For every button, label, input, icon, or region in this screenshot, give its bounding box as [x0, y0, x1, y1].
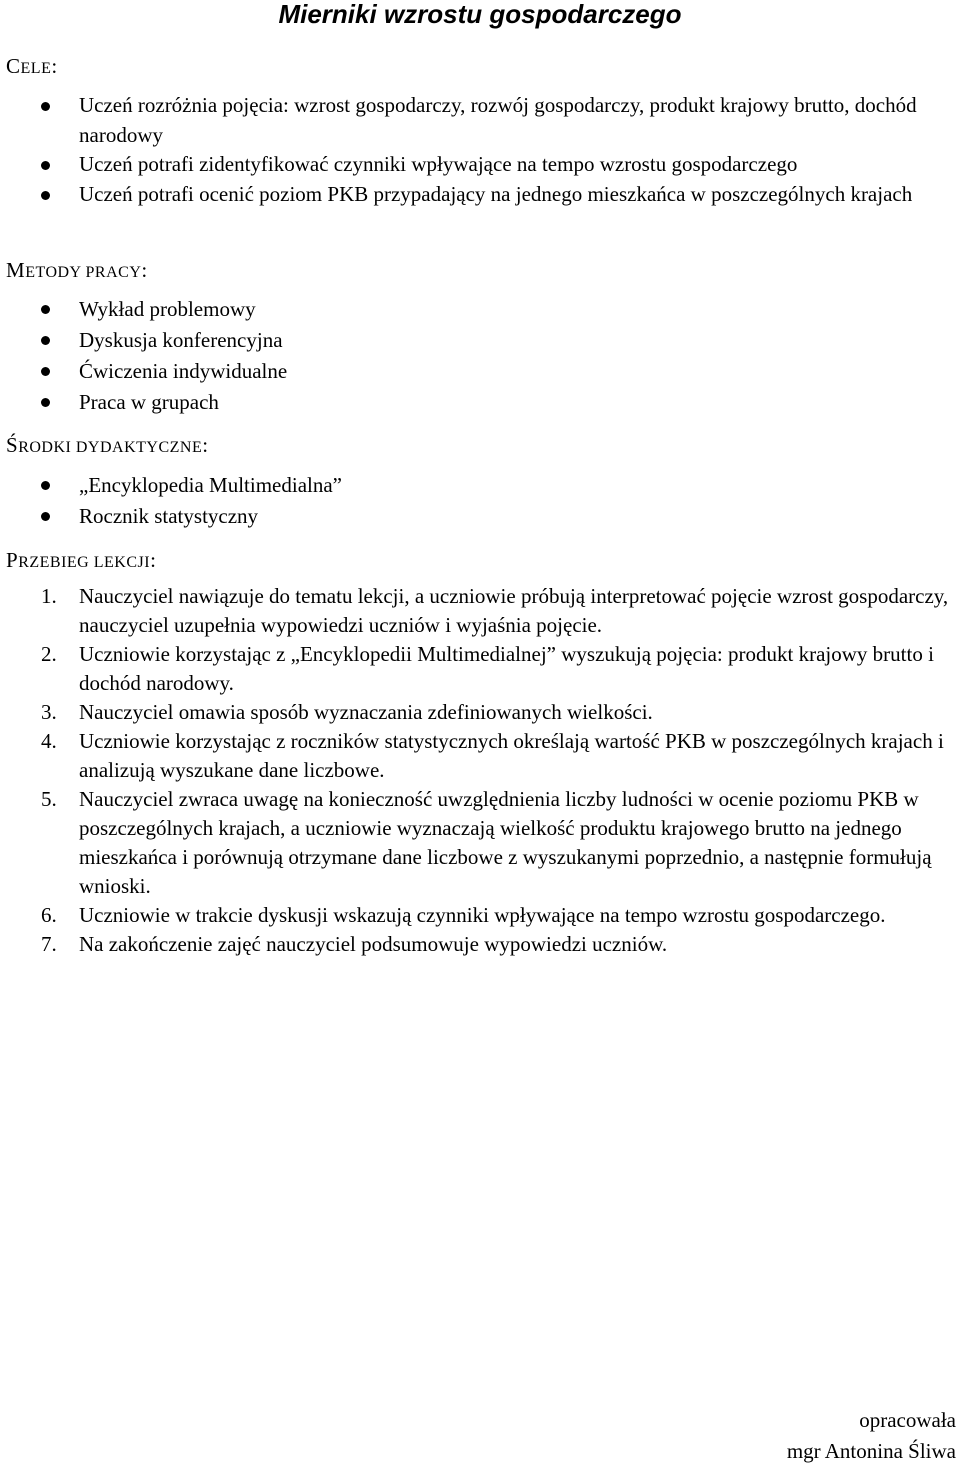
goals-heading-rest: ELE	[20, 60, 52, 77]
goals-heading-initial: C	[6, 54, 21, 78]
materials-heading	[6, 431, 209, 462]
step-text: Nauczyciel nawiązuje do tematu lekcji, a uczniowie próbują interpretować pojęcie wzrost gospodarczy, nauczyciel uzupełnia wypowiedzi uczniów i wyjaśnia pojęcie.	[79, 584, 949, 637]
lesson-heading-rest: RZEBIEG LEKCJI	[18, 554, 151, 571]
methods-heading-colon: :	[141, 258, 148, 282]
material-item-text: Rocznik statystyczny	[79, 504, 259, 528]
signature-author: mgr Antonina Śliwa	[786, 1439, 956, 1463]
method-item	[0, 356, 939, 387]
step-text: Uczniowie korzystając z „Encyklopedii Multimedialnej” wyszukują pojęcia: produkt krajowy brutto i dochód narodowy.	[79, 642, 934, 695]
goal-item-text: Uczeń potrafi zidentyfikować czynniki wpływające na tempo wzrostu gospodarczego	[79, 152, 798, 176]
material-item	[0, 470, 939, 501]
methods-list	[0, 294, 939, 418]
bullet-icon	[41, 398, 50, 407]
materials-list	[0, 470, 939, 532]
step-text: Uczniowie w trakcie dyskusji wskazują czynniki wpływające na tempo wzrostu gospodarczego.	[79, 903, 886, 927]
lesson-step	[0, 785, 949, 901]
step-number: 6.	[41, 903, 57, 927]
bullet-icon	[41, 481, 50, 490]
step-number: 4.	[41, 729, 57, 753]
method-item-text: Wykład problemowy	[79, 297, 256, 321]
bullet-icon	[41, 512, 50, 521]
lesson-heading-colon: :	[150, 548, 157, 572]
goal-item	[0, 150, 939, 180]
method-item-text: Praca w grupach	[79, 390, 219, 414]
lesson-step	[0, 640, 949, 698]
methods-heading-rest: ETODY PRACY	[25, 264, 142, 281]
bullet-icon	[41, 102, 50, 111]
step-number: 7.	[41, 932, 57, 956]
step-text: Nauczyciel zwraca uwagę na konieczność uwzględnienia liczby ludności w ocenie poziomu PKB w poszczególnych krajach, a uczniowie wyznaczają wielkość produktu krajowego brutto na jednego mieszkańca i porównują otrzymane dane liczbowe z wyszukanymi poprzednio, a następnie formułują wnioski.	[79, 787, 932, 898]
method-item-text: Dyskusja konferencyjna	[79, 328, 283, 352]
goal-item	[0, 180, 939, 210]
material-item	[0, 501, 939, 532]
lesson-step	[0, 930, 949, 959]
methods-heading-initial: M	[6, 258, 26, 282]
method-item	[0, 294, 939, 325]
lesson-step	[0, 698, 949, 727]
materials-heading-rest: RODKI DYDAKTYCZNE	[18, 439, 203, 456]
step-text: Nauczyciel omawia sposób wyznaczania zdefiniowanych wielkości.	[79, 700, 653, 724]
lesson-step	[0, 901, 949, 930]
material-item-text: „Encyklopedia Multimedialna”	[79, 473, 342, 497]
bullet-icon	[41, 336, 50, 345]
materials-heading-colon: :	[202, 433, 209, 457]
method-item	[0, 325, 939, 356]
lesson-step	[0, 582, 949, 640]
method-item	[0, 387, 939, 418]
lesson-steps-list	[0, 582, 949, 959]
step-number: 1.	[41, 584, 57, 608]
goals-list	[0, 91, 939, 209]
goals-heading	[6, 52, 58, 83]
goals-heading-colon: :	[51, 54, 58, 78]
bullet-icon	[41, 161, 50, 170]
method-item-text: Ćwiczenia indywidualne	[79, 359, 288, 383]
document-title: Mierniki wzrostu gospodarczego	[278, 0, 682, 29]
methods-heading	[6, 256, 148, 287]
step-number: 3.	[41, 700, 57, 724]
bullet-icon	[41, 367, 50, 376]
step-number: 5.	[41, 787, 57, 811]
lesson-step	[0, 727, 949, 785]
step-text: Na zakończenie zajęć nauczyciel podsumowuje wypowiedzi uczniów.	[79, 932, 668, 956]
goal-item-text: Uczeń potrafi ocenić poziom PKB przypadający na jednego mieszkańca w poszczególnych krajach	[79, 181, 913, 206]
signature-block	[787, 1405, 956, 1467]
step-number: 2.	[41, 642, 57, 666]
bullet-icon	[41, 191, 50, 200]
goal-item	[0, 91, 939, 150]
step-text: Uczniowie korzystając z roczników statystycznych określają wartość PKB w poszczególnych krajach i analizują wyszukane dane liczbowe.	[79, 729, 944, 782]
signature-prepared-by: opracowała	[859, 1408, 956, 1432]
materials-heading-initial: Ś	[6, 433, 19, 457]
goal-item-text: Uczeń rozróżnia pojęcia: wzrost gospodarczy, rozwój gospodarczy, produkt krajowy brutto, dochód narodowy	[79, 93, 917, 147]
lesson-heading	[6, 546, 156, 577]
bullet-icon	[41, 305, 50, 314]
lesson-heading-initial: P	[6, 548, 19, 572]
